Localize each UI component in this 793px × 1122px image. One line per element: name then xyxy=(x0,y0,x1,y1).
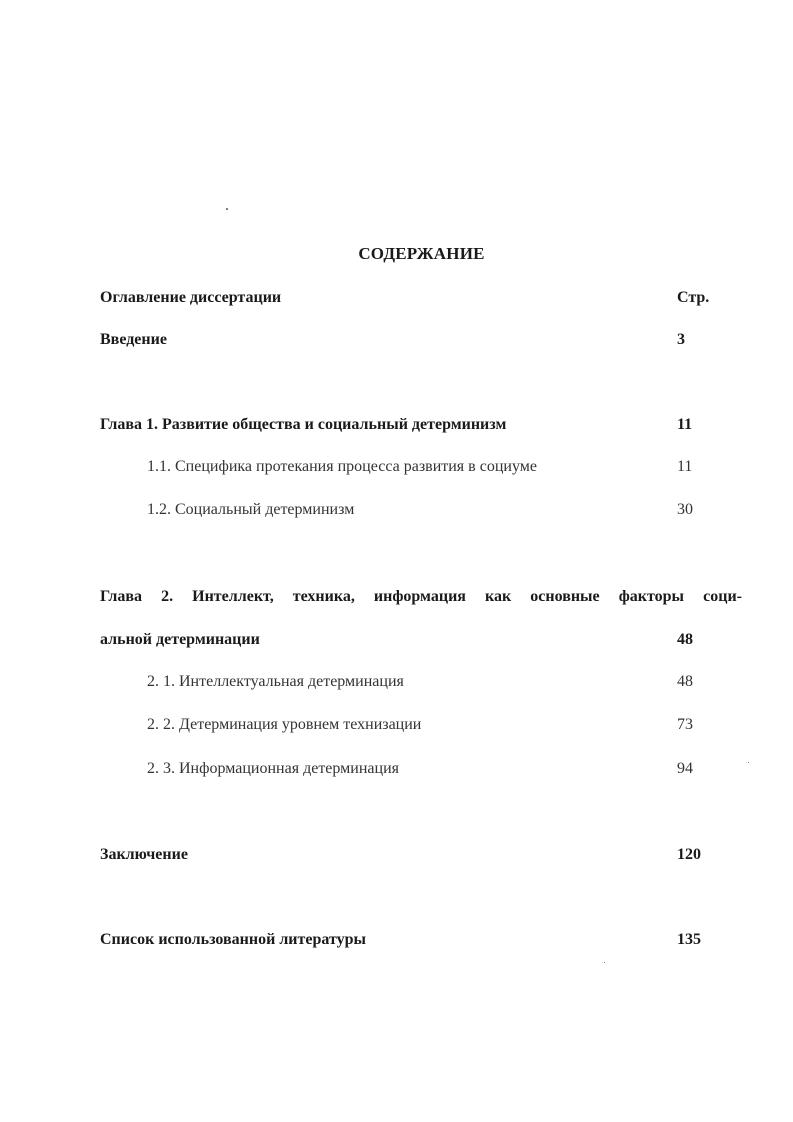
toc-page-section-1-2: 30 xyxy=(677,501,693,518)
toc-entry-chapter2-line1: Глава 2. Интеллект, техника, информация как основные факторы соци- xyxy=(100,588,742,605)
toc-entry-section-1-2: 1.2. Социальный детерминизм xyxy=(147,501,355,518)
toc-entry-chapter1: Глава 1. Развитие общества и социальный детерминизм xyxy=(100,416,507,433)
toc-entry-chapter2-line2: альной детерминации xyxy=(100,631,260,648)
toc-page-conclusion: 120 xyxy=(677,846,701,863)
toc-entry-section-2-1: 2. 1. Интеллектуальная детерминация xyxy=(147,673,404,690)
toc-header-page: Стр. xyxy=(677,289,710,306)
toc-page-section-2-3: 94 xyxy=(677,760,693,777)
toc-entry-section-1-1: 1.1. Специфика протекания процесса развития в социуме xyxy=(147,458,537,475)
toc-page-introduction: 3 xyxy=(677,331,685,348)
scan-speck xyxy=(226,208,228,210)
toc-page-section-1-1: 11 xyxy=(677,458,693,475)
toc-page-section-2-2: 73 xyxy=(677,716,693,733)
toc-entry-bibliography: Список использованной литературы xyxy=(100,931,366,948)
toc-entry-section-2-3: 2. 3. Информационная детерминация xyxy=(147,760,399,777)
toc-entry-section-2-2: 2. 2. Детерминация уровнем технизации xyxy=(147,716,422,733)
scan-speck xyxy=(604,962,605,963)
scan-speck xyxy=(748,762,749,763)
toc-page-section-2-1: 48 xyxy=(677,673,693,690)
toc-entry-introduction: Введение xyxy=(100,331,167,348)
toc-page-chapter1: 11 xyxy=(677,416,693,433)
toc-page-bibliography: 135 xyxy=(677,931,701,948)
toc-header-label: Оглавление диссертации xyxy=(100,289,282,306)
toc-title: СОДЕРЖАНИЕ xyxy=(358,244,485,263)
toc-entry-conclusion: Заключение xyxy=(100,846,188,863)
toc-page-chapter2: 48 xyxy=(677,631,693,648)
